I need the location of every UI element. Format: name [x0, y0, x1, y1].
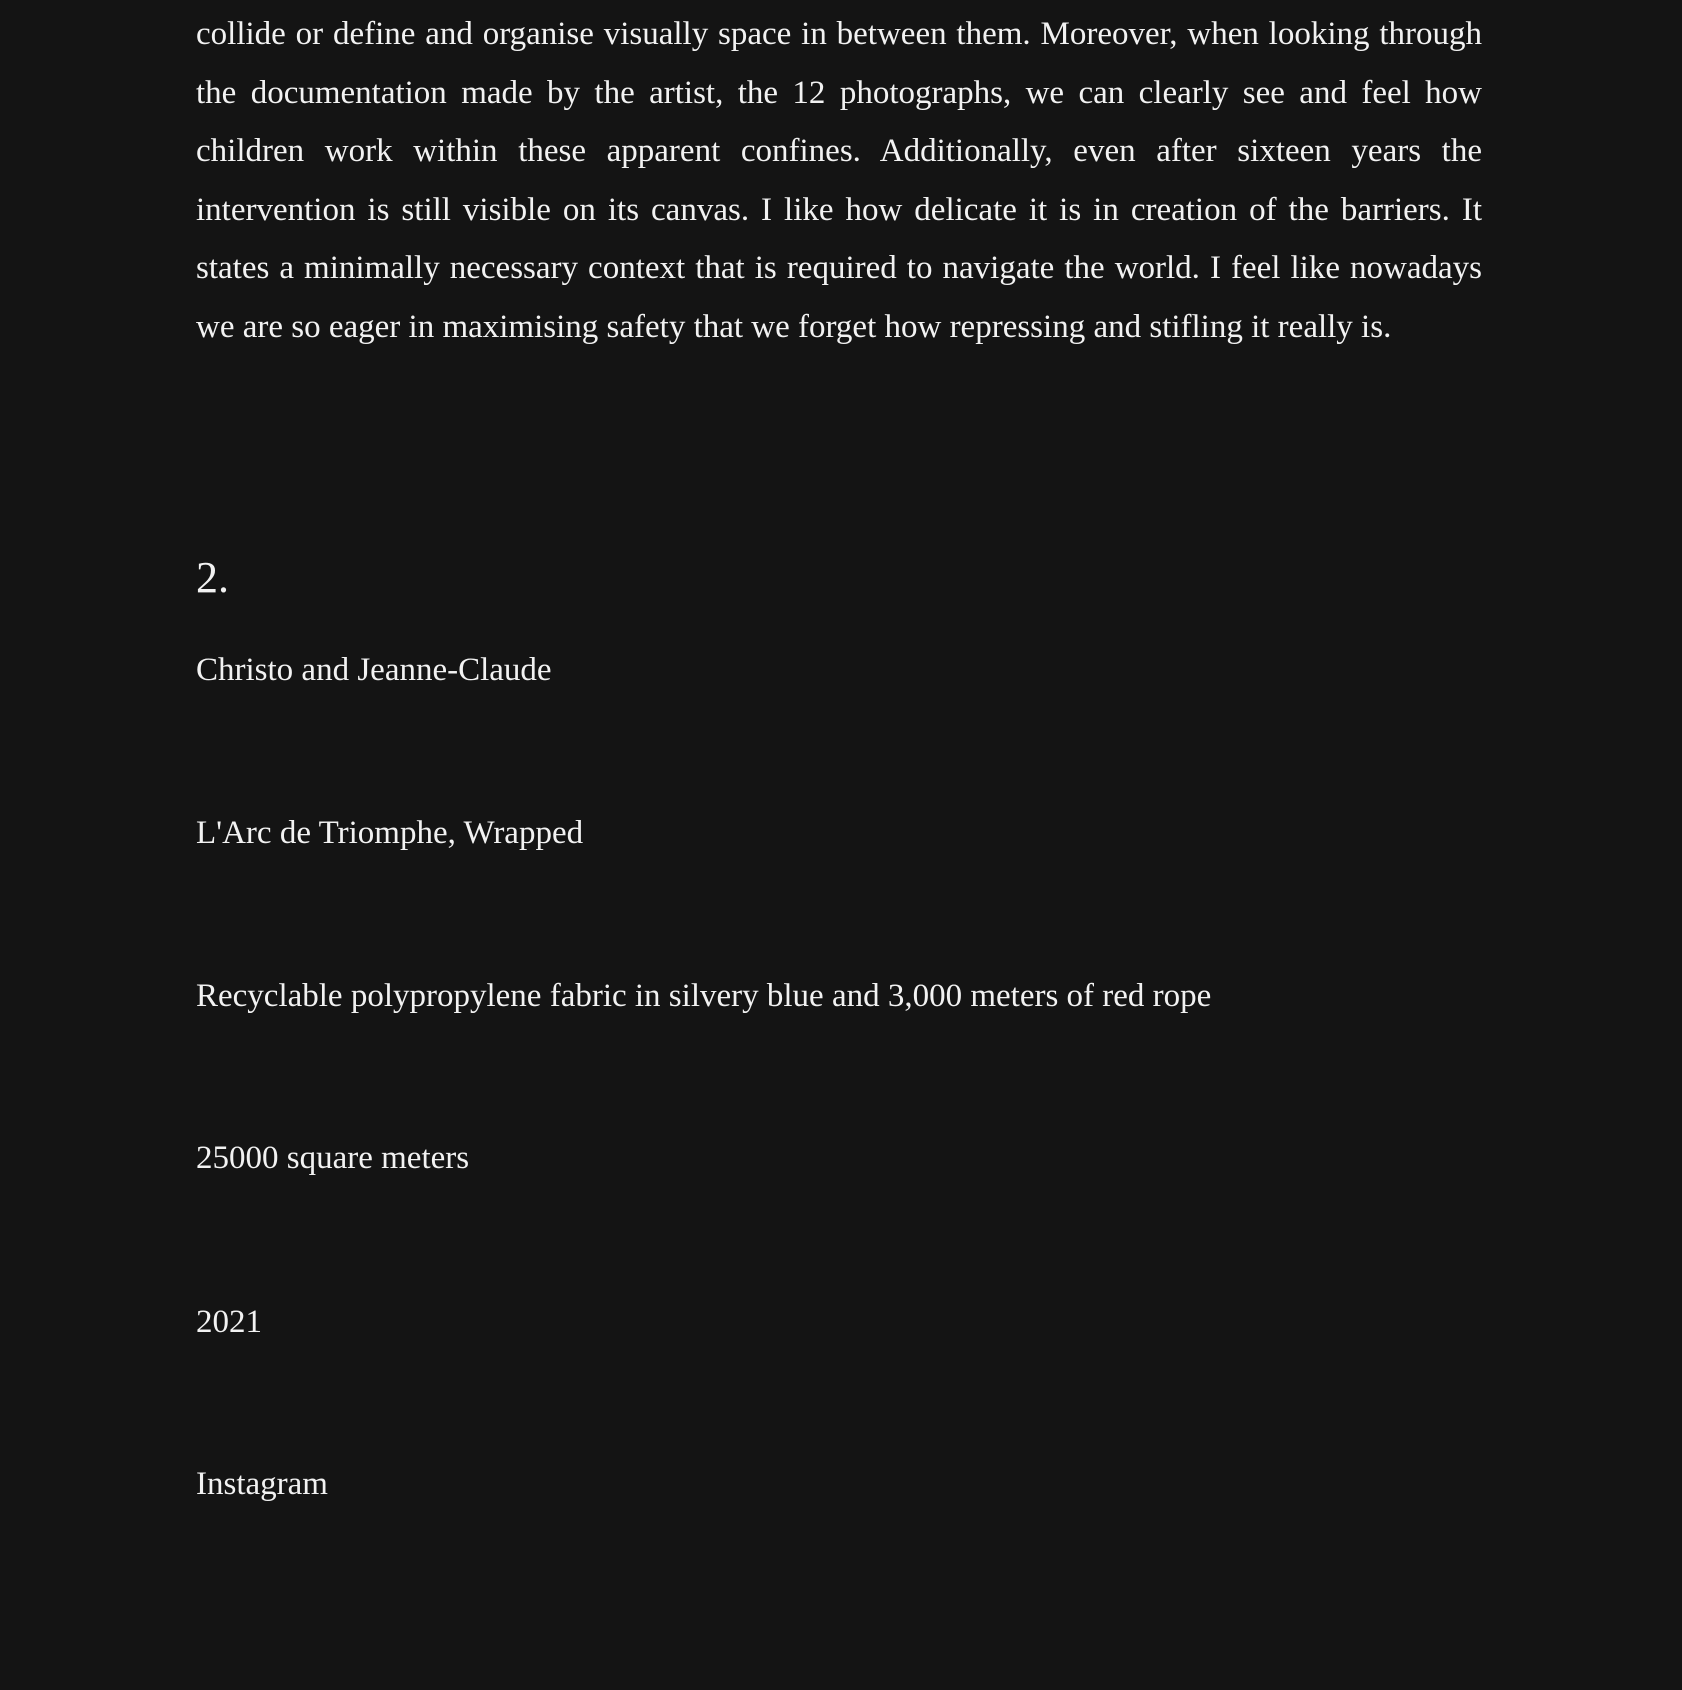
- artwork-year: 2021: [196, 1304, 262, 1340]
- section-number: 2.: [196, 553, 229, 602]
- artwork-materials: Recyclable polypropylene fabric in silvery blue and 3,000 meters of red rope: [196, 978, 1212, 1014]
- intro-paragraph: collide or define and organise visually space in between them. Moreover, when looking through the documentation made by the artist, the 12 photographs, we can clearly see and feel how children work within these apparent confines. Additionally, even after sixteen years the intervention is still visible on its canvas. I like how delicate it is in creation of the barriers. It states a minimally necessary context that is required to navigate the world. I feel like nowadays we are so eager in maximising safety that we forget how repressing and stifling it really is.: [196, 16, 1482, 345]
- artwork-dimensions: 25000 square meters: [196, 1140, 470, 1176]
- artwork-title: L'Arc de Triomphe, Wrapped: [196, 815, 584, 851]
- instagram-link[interactable]: Instagram: [196, 1466, 328, 1502]
- artist-name: Christo and Jeanne-Claude: [196, 652, 552, 688]
